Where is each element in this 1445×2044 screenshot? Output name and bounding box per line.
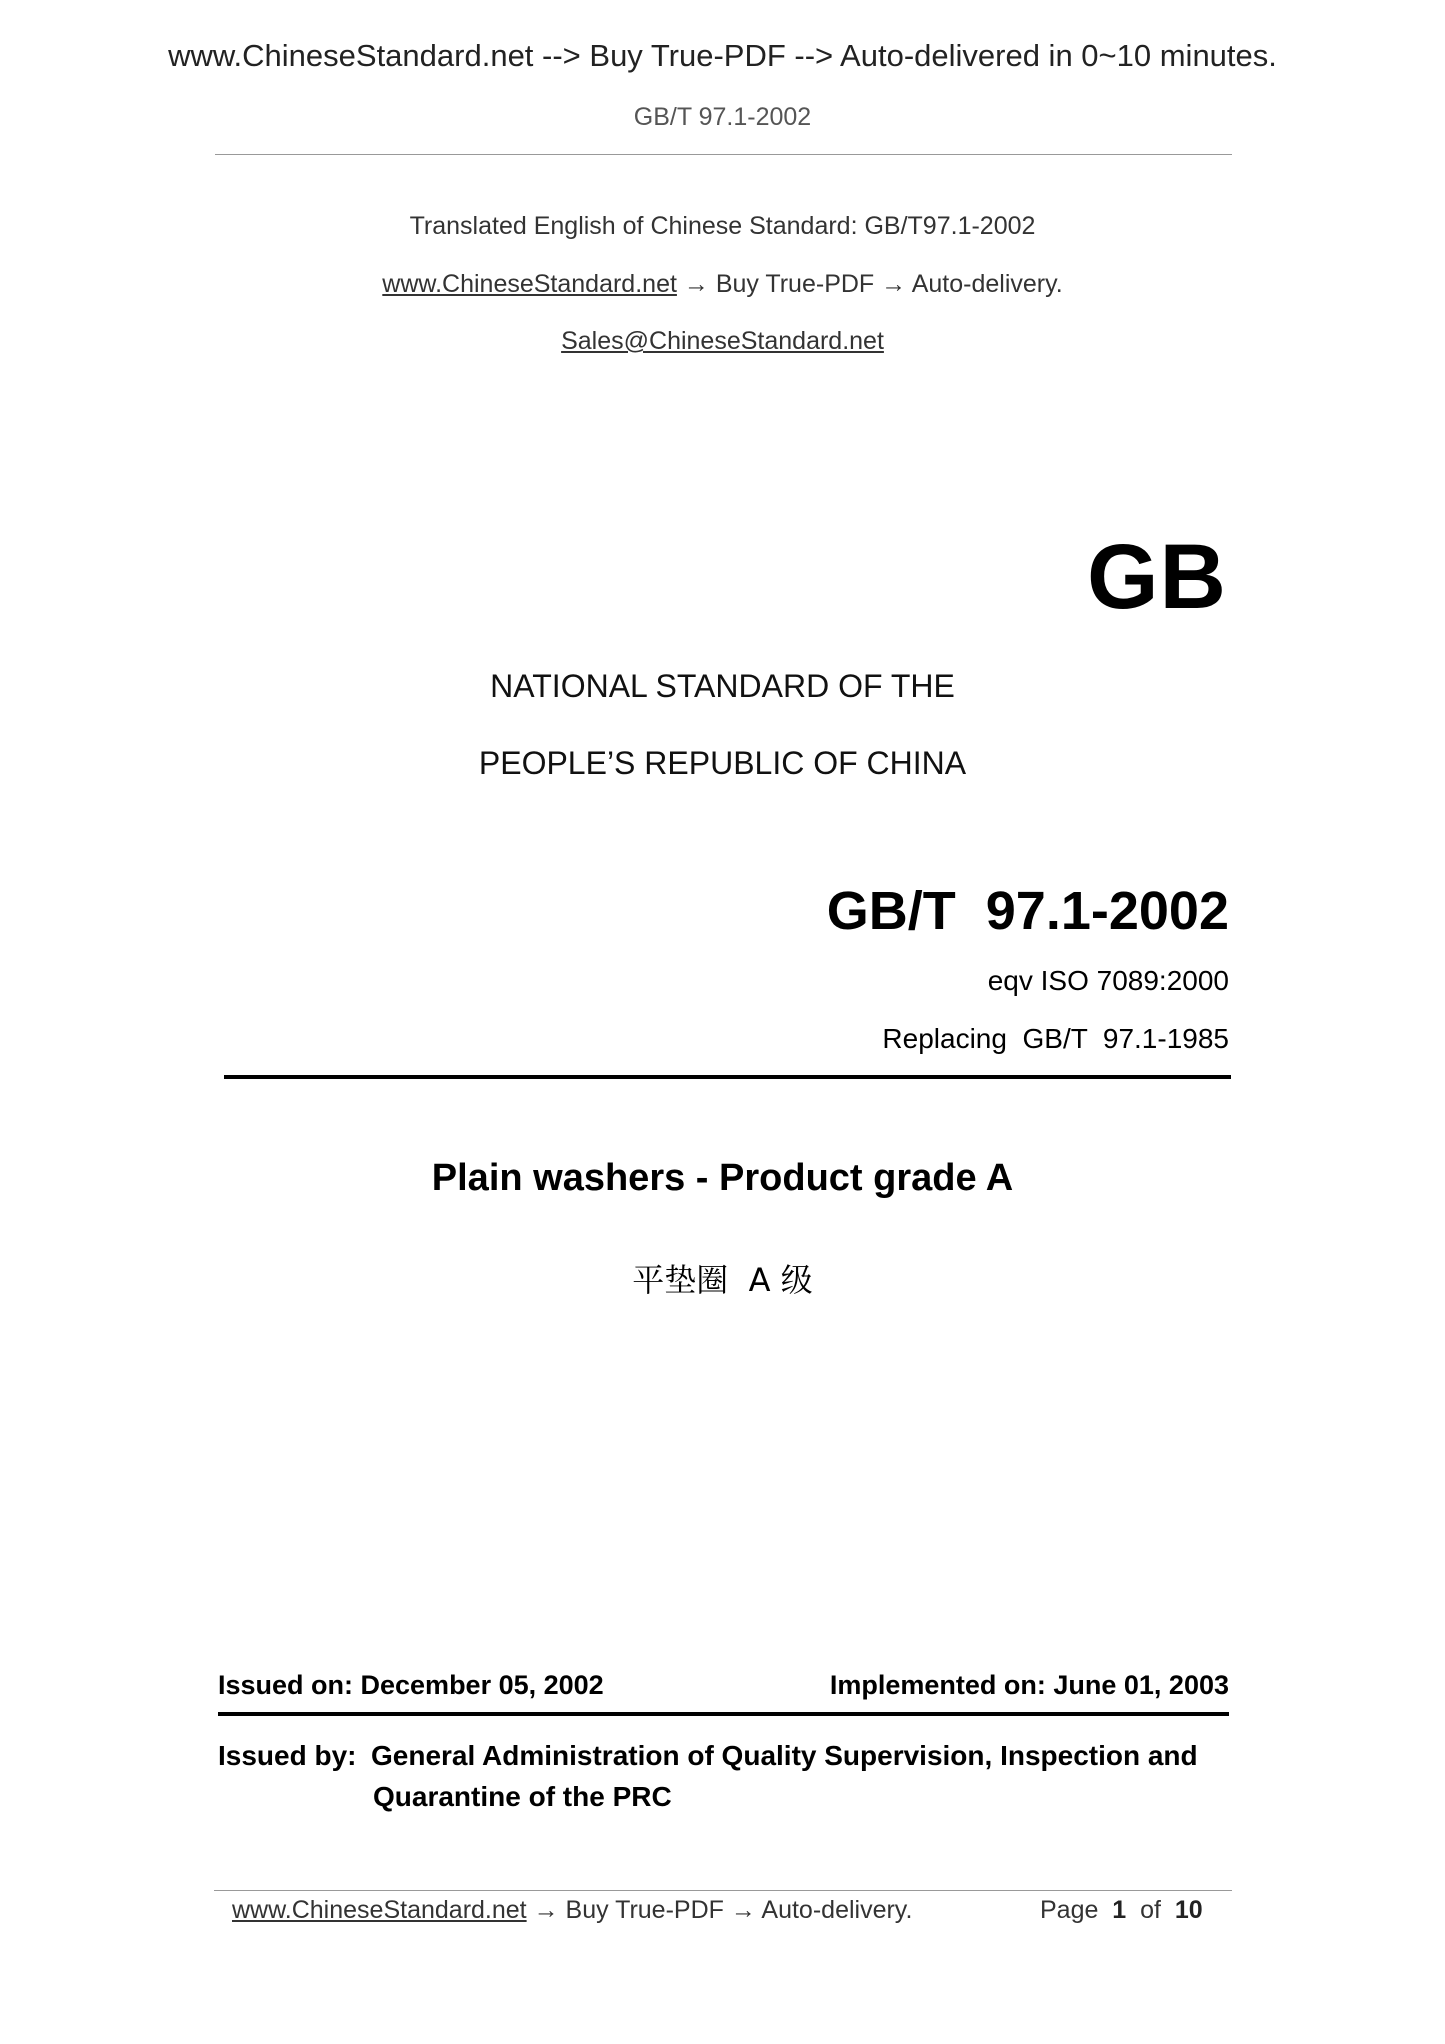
document-title-chinese: 平垫圈 A 级 [632, 1261, 813, 1299]
arrow-right-icon: → [533, 1896, 559, 1924]
running-header: GB/T 97.1-2002 [633, 103, 812, 131]
page-label: Page [1040, 1896, 1099, 1924]
header-divider [215, 154, 1232, 155]
footer-delivery-text: Auto-delivery. [755, 1896, 913, 1924]
footer-buy-text: Buy True-PDF [558, 1896, 731, 1924]
issuing-authority-line-1: General Administration of Quality Supervision, Inspection and [371, 1740, 1198, 1771]
sales-email-link[interactable]: Sales@ChineseStandard.net [561, 327, 884, 355]
issue-divider [218, 1712, 1229, 1716]
buy-line [0, 270, 1445, 299]
footer-divider [214, 1890, 1232, 1891]
footer-buy-line [232, 1896, 912, 1925]
gb-mark: GB [1087, 526, 1227, 628]
national-standard-line: NATIONAL STANDARD OF THE [490, 668, 955, 704]
footer-site-link[interactable]: www.ChineseStandard.net [232, 1896, 527, 1924]
issued-by-label: Issued by: [218, 1740, 357, 1771]
arrow-right-icon: → [683, 270, 709, 298]
delivery-text: Auto-delivery. [906, 270, 1063, 298]
page-indicator [1040, 1896, 1203, 1925]
translated-line: Translated English of Chinese Standard: GB/T97.1-2002 [409, 212, 1036, 240]
replacing-line: Replacing GB/T 97.1-1985 [882, 1023, 1229, 1054]
document-title: Plain washers - Product grade A [431, 1157, 1014, 1199]
title-divider [224, 1075, 1231, 1079]
implemented-on-date: Implemented on: June 01, 2003 [829, 1670, 1229, 1700]
issuing-authority-line-2: Quarantine of the PRC [373, 1781, 672, 1812]
arrow-right-icon: → [730, 1896, 756, 1924]
site-link[interactable]: www.ChineseStandard.net [382, 270, 677, 298]
top-banner: www.ChineseStandard.net --> Buy True-PDF --> Auto-delivered in 0~10 minutes. [168, 38, 1277, 73]
arrow-right-icon: → [881, 270, 907, 298]
of-label: of [1140, 1896, 1161, 1924]
buy-text: Buy True-PDF [708, 270, 882, 298]
page-current: 1 [1112, 1896, 1127, 1924]
republic-line: PEOPLE’S REPUBLIC OF CHINA [478, 745, 967, 781]
sales-line [0, 327, 1445, 356]
standard-number: GB/T 97.1-2002 [826, 881, 1229, 941]
issued-on-date: Issued on: December 05, 2002 [218, 1670, 604, 1700]
equivalence-line: eqv ISO 7089:2000 [987, 965, 1229, 996]
page-total: 10 [1174, 1896, 1203, 1924]
